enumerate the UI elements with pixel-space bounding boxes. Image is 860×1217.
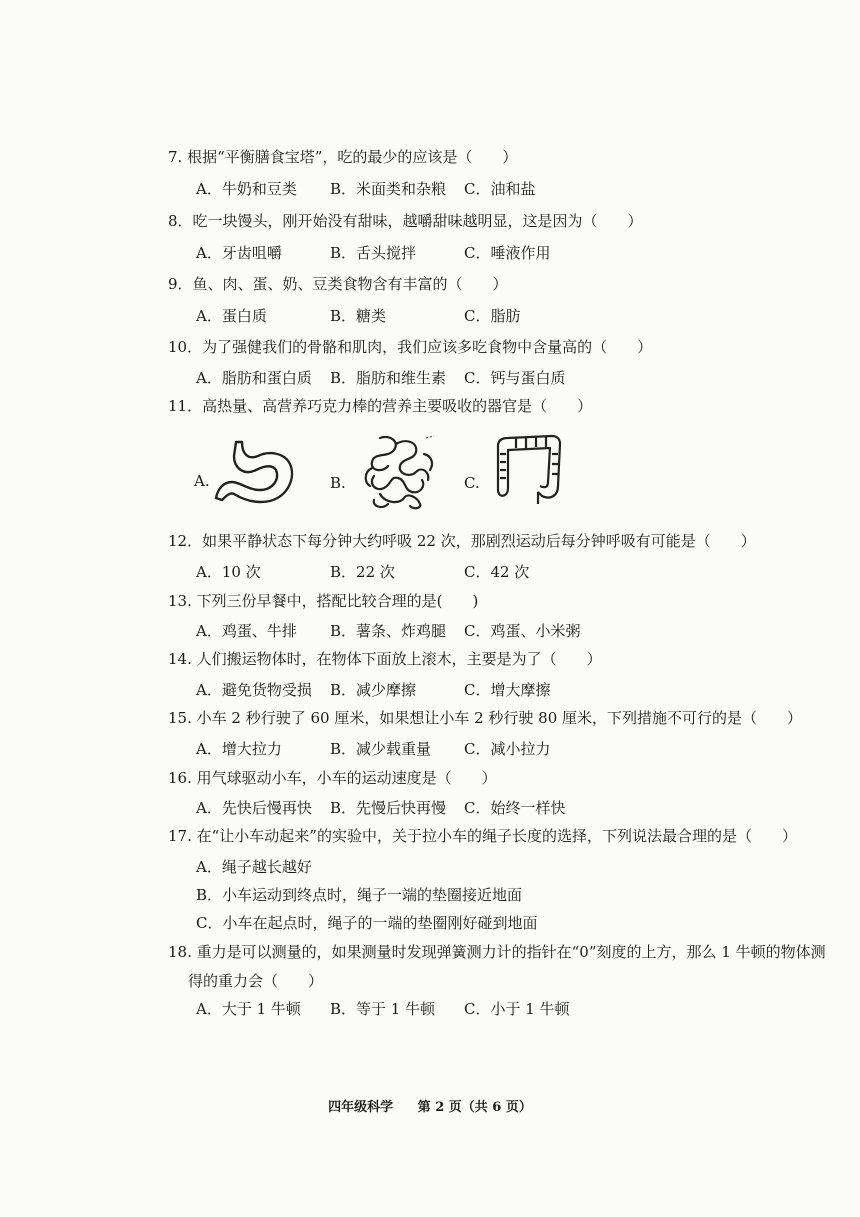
q9-option-c: C．脂肪	[464, 307, 521, 325]
q12-option-b: B．22 次	[330, 563, 395, 581]
q17-option-b: B．小车运动到终点时，绳子一端的垫圈接近地面	[196, 886, 523, 904]
q7-option-c: C．油和盐	[464, 180, 536, 198]
page-footer	[0, 1096, 860, 1115]
q7-option-b: B．米面类和杂粮	[330, 180, 447, 198]
q16-option-a: A．先快后慢再快	[196, 799, 312, 817]
q12-option-a: A．10 次	[196, 563, 261, 581]
question-7: 7. 根据“平衡膳食宝塔”，吃的最少的应该是（ ）	[168, 148, 518, 166]
q17-option-a: A．绳子越长越好	[196, 858, 312, 876]
question-9: 9．鱼、肉、蛋、奶、豆类食物含有丰富的（ ）	[168, 275, 508, 293]
q18-option-c: C．小于 1 牛顿	[464, 1000, 570, 1018]
small-intestine-icon	[360, 432, 438, 512]
q14-option-a: A．避免货物受损	[196, 681, 312, 699]
q18-option-b: B．等于 1 牛顿	[330, 1000, 436, 1018]
q15-option-a: A．增大拉力	[196, 740, 282, 758]
footer-page-number: 第 2 页（共 6 页）	[417, 1100, 532, 1115]
q10-option-a: A．脂肪和蛋白质	[196, 369, 312, 387]
q7-option-a: A．牛奶和豆类	[196, 180, 297, 198]
q11-option-a: A.	[194, 472, 210, 490]
question-15: 15. 小车 2 秒行驶了 60 厘米，如果想让小车 2 秒行驶 80 厘米，下列措施不可行的是（ ）	[168, 709, 803, 727]
question-18-line-2: 得的重力会（ ）	[188, 972, 324, 990]
question-12: 12．如果平静状态下每分钟大约呼吸 22 次，那剧烈运动后每分钟呼吸有可能是（ ）	[168, 532, 756, 550]
q14-option-c: C．增大摩擦	[464, 681, 551, 699]
question-8: 8．吃一块馒头，刚开始没有甜味，越嚼甜味越明显，这是因为（ ）	[168, 212, 643, 230]
q13-option-b: B．薯条、炸鸡腿	[330, 622, 447, 640]
q8-option-a: A．牙齿咀嚼	[196, 244, 282, 262]
q9-option-b: B．糖类	[330, 307, 387, 325]
q13-option-c: C．鸡蛋、小米粥	[464, 622, 581, 640]
question-14: 14. 人们搬运物体时，在物体下面放上滚木，主要是为了（ ）	[168, 650, 602, 668]
large-intestine-icon	[492, 430, 566, 504]
q10-option-c: C．钙与蛋白质	[464, 369, 566, 387]
footer-subject: 四年级科学	[328, 1100, 394, 1115]
q16-option-b: B．先慢后快再慢	[330, 799, 447, 817]
q13-option-a: A．鸡蛋、牛排	[196, 622, 297, 640]
question-16: 16. 用气球驱动小车，小车的运动速度是（ ）	[168, 769, 497, 787]
q9-option-a: A．蛋白质	[196, 307, 267, 325]
q17-option-c: C．小车在起点时，绳子的一端的垫圈刚好碰到地面	[196, 914, 538, 932]
q16-option-c: C．始终一样快	[464, 799, 566, 817]
q12-option-c: C．42 次	[464, 563, 530, 581]
question-10: 10．为了强健我们的骨骼和肌肉，我们应该多吃食物中含量高的（ ）	[168, 338, 653, 356]
q14-option-b: B．减少摩擦	[330, 681, 417, 699]
stomach-icon	[214, 438, 296, 506]
q15-option-c: C．减小拉力	[464, 740, 551, 758]
question-17: 17. 在“让小车动起来”的实验中，关于拉小车的绳子长度的选择，下列说法最合理的是（ ）	[168, 827, 797, 845]
q15-option-b: B．减少载重量	[330, 740, 432, 758]
q11-option-b: B.	[330, 474, 346, 492]
q10-option-b: B．脂肪和维生素	[330, 369, 447, 387]
question-11: 11．高热量、高营养巧克力棒的营养主要吸收的器官是（ ）	[168, 397, 593, 415]
question-13: 13. 下列三份早餐中，搭配比较合理的是( )	[168, 592, 479, 610]
q18-option-a: A．大于 1 牛顿	[196, 1000, 301, 1018]
q8-option-c: C．唾液作用	[464, 244, 551, 262]
question-18-line-1: 18. 重力是可以测量的，如果测量时发现弹簧测力计的指针在“0”刻度的上方，那么 1 牛顿的物体测	[168, 943, 826, 961]
q11-option-c: C.	[464, 474, 480, 492]
q8-option-b: B．舌头搅拌	[330, 244, 417, 262]
